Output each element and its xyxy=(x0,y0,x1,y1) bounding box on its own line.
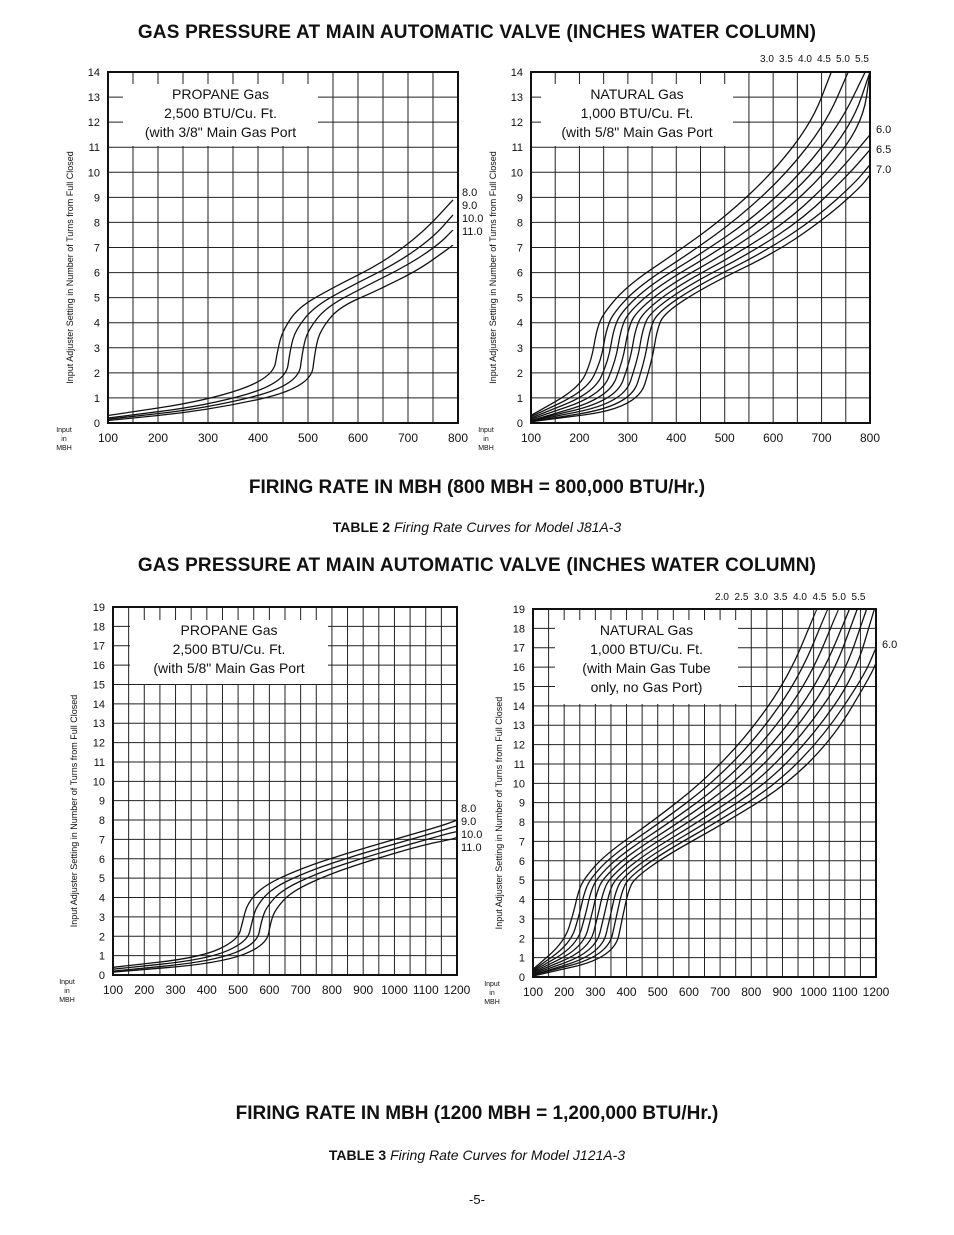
x-tick-label: 100 xyxy=(520,431,542,445)
y-tick-label: 7 xyxy=(93,242,100,255)
y-tick-label: 4 xyxy=(93,317,100,330)
x-tick-label: 100 xyxy=(97,431,119,445)
x-tick-label: 1100 xyxy=(831,985,858,999)
x-tick-label: 1100 xyxy=(412,983,439,997)
series-label-top: 4.5 xyxy=(812,592,827,603)
chart-1 xyxy=(56,67,483,452)
series-label: 9.0 xyxy=(462,200,478,212)
series-curve-11.0 xyxy=(108,245,453,421)
y-tick-label: 2 xyxy=(516,367,523,380)
legend-title-line: (with 3/8" Main Gas Port xyxy=(144,124,297,140)
page-number: -5- xyxy=(469,1192,485,1207)
y-tick-label: 15 xyxy=(512,681,525,694)
legend-title-line: 2,500 BTU/Cu. Ft. xyxy=(172,641,286,657)
x-tick-label: 1200 xyxy=(443,983,471,997)
y-tick-label: 0 xyxy=(518,972,525,984)
x-tick-label: 500 xyxy=(228,983,249,997)
y-tick-label: 9 xyxy=(518,797,525,810)
section-1-firing-rate-title: FIRING RATE IN MBH (800 MBH = 800,000 BTU/Hr.) xyxy=(248,477,706,498)
y-tick-label: 19 xyxy=(512,604,525,616)
x-tick-label: 700 xyxy=(710,985,731,999)
y-tick-label: 12 xyxy=(92,737,105,750)
x-tick-label: 800 xyxy=(321,983,342,997)
y-tick-label: 12 xyxy=(512,739,525,752)
y-tick-label: 2 xyxy=(93,367,100,380)
y-tick-label: 8 xyxy=(516,217,523,230)
y-tick-label: 1 xyxy=(516,392,523,405)
x-tick-label: 1000 xyxy=(381,983,408,997)
series-label-top: 5.0 xyxy=(836,54,850,65)
legend-title-line: 2,500 BTU/Cu. Ft. xyxy=(164,105,277,121)
x-tick-label: 300 xyxy=(617,431,638,445)
y-tick-label: 13 xyxy=(87,92,100,105)
legend-title-line: 1,000 BTU/Cu. Ft. xyxy=(590,641,703,657)
y-tick-label: 3 xyxy=(98,911,105,924)
y-tick-label: 13 xyxy=(92,718,105,731)
table-2-caption-text: Firing Rate Curves for Model J81A-3 xyxy=(394,519,622,535)
y-tick-label: 2 xyxy=(98,931,105,944)
series-label-top: 2.5 xyxy=(734,592,749,603)
y-tick-label: 8 xyxy=(518,817,525,830)
corner-label: Input xyxy=(484,981,500,988)
series-label-top: 4.5 xyxy=(817,54,831,65)
chart-1-curves xyxy=(108,200,453,421)
y-tick-label: 1 xyxy=(518,952,525,965)
y-tick-label: 10 xyxy=(87,167,100,180)
y-tick-label: 13 xyxy=(512,720,525,733)
series-label: 9.0 xyxy=(461,816,477,828)
x-tick-label: 400 xyxy=(666,431,687,445)
y-tick-label: 3 xyxy=(518,913,525,926)
legend-title-line: only, no Gas Port) xyxy=(590,679,703,695)
y-tick-label: 9 xyxy=(516,192,523,205)
x-tick-label: 300 xyxy=(197,431,219,445)
x-tick-label: 100 xyxy=(522,985,544,999)
x-tick-label: 400 xyxy=(247,431,269,445)
y-tick-label: 7 xyxy=(516,242,523,255)
corner-label: MBH xyxy=(59,997,75,1004)
x-tick-label: 200 xyxy=(569,431,590,445)
x-tick-label: 1000 xyxy=(800,985,827,999)
legend-title-line: (with 5/8" Main Gas Port xyxy=(561,124,713,140)
series-curve-8.0 xyxy=(108,200,453,416)
section-2-title: GAS PRESSURE AT MAIN AUTOMATIC VALVE (INCHES WATER COLUMN) xyxy=(137,555,817,576)
corner-label: in xyxy=(61,436,67,443)
series-label-side: 6.0 xyxy=(882,639,898,651)
y-tick-label: 1 xyxy=(93,392,100,405)
y-tick-label: 5 xyxy=(93,292,100,305)
x-tick-label: 900 xyxy=(353,983,374,997)
y-tick-label: 6 xyxy=(98,853,105,866)
y-tick-label: 10 xyxy=(92,776,105,789)
y-tick-label: 0 xyxy=(98,970,105,982)
y-axis-label: Input Adjuster Setting in Number of Turns from Full Closed xyxy=(488,151,498,384)
x-tick-label: 900 xyxy=(772,985,793,999)
legend-title-line: (with 5/8" Main Gas Port xyxy=(153,660,305,676)
series-label-top: 2.0 xyxy=(715,592,729,603)
chart-3 xyxy=(59,602,482,1004)
y-tick-label: 13 xyxy=(510,92,523,105)
y-tick-label: 4 xyxy=(98,892,105,905)
y-tick-label: 14 xyxy=(510,67,523,79)
x-tick-label: 600 xyxy=(259,983,280,997)
series-label-side: 6.0 xyxy=(876,124,892,136)
y-axis-label: Input Adjuster Setting in Number of Turns from Full Closed xyxy=(69,694,79,928)
x-tick-label: 800 xyxy=(859,431,881,445)
y-tick-label: 12 xyxy=(87,117,100,130)
y-tick-label: 0 xyxy=(516,418,523,430)
legend-title-line: PROPANE Gas xyxy=(180,622,278,638)
y-tick-label: 16 xyxy=(512,662,525,675)
series-label-top: 3.5 xyxy=(779,54,793,65)
chart-2 xyxy=(478,54,891,452)
x-tick-label: 600 xyxy=(763,431,784,445)
section-2-firing-rate-title: FIRING RATE IN MBH (1200 MBH = 1,200,000 BTU/Hr.) xyxy=(235,1103,719,1124)
y-tick-label: 2 xyxy=(518,933,525,946)
chart-4 xyxy=(484,592,897,1006)
y-tick-label: 6 xyxy=(516,267,523,280)
x-tick-label: 400 xyxy=(616,985,637,999)
table-3-label: TABLE 3 xyxy=(328,1147,387,1163)
y-tick-label: 9 xyxy=(98,795,105,808)
x-tick-label: 400 xyxy=(196,983,217,997)
series-label-top: 4.0 xyxy=(798,54,812,65)
x-tick-label: 300 xyxy=(165,983,186,997)
legend-title-line: NATURAL Gas xyxy=(590,86,684,102)
x-tick-label: 200 xyxy=(134,983,155,997)
y-tick-label: 15 xyxy=(92,679,105,692)
x-tick-label: 300 xyxy=(585,985,606,999)
y-tick-label: 3 xyxy=(93,342,100,355)
y-tick-label: 14 xyxy=(87,67,100,79)
series-label-top: 5.0 xyxy=(832,592,846,603)
y-tick-label: 3 xyxy=(516,342,523,355)
corner-label: MBH xyxy=(478,445,494,452)
series-label: 11.0 xyxy=(462,226,483,238)
y-tick-label: 1 xyxy=(98,950,105,963)
series-label: 8.0 xyxy=(461,803,477,815)
series-label: 8.0 xyxy=(462,187,478,199)
y-tick-label: 18 xyxy=(512,623,525,636)
y-tick-label: 12 xyxy=(510,117,523,130)
y-tick-label: 18 xyxy=(92,621,105,634)
series-label-top: 4.0 xyxy=(793,592,807,603)
y-tick-label: 17 xyxy=(512,642,525,655)
section-1-title: GAS PRESSURE AT MAIN AUTOMATIC VALVE (INCHES WATER COLUMN) xyxy=(137,22,817,43)
x-tick-label: 600 xyxy=(347,431,369,445)
series-label-top: 3.0 xyxy=(754,592,768,603)
x-tick-label: 100 xyxy=(102,983,124,997)
series-label: 10.0 xyxy=(462,213,484,225)
x-tick-label: 700 xyxy=(397,431,419,445)
y-tick-label: 5 xyxy=(516,292,523,305)
series-label-top: 3.5 xyxy=(773,592,788,603)
legend-title-line: NATURAL Gas xyxy=(599,622,694,638)
corner-label: in xyxy=(483,436,489,443)
y-tick-label: 4 xyxy=(518,894,525,907)
y-axis-label: Input Adjuster Setting in Number of Turns from Full Closed xyxy=(65,151,75,384)
corner-label: in xyxy=(489,990,495,997)
y-tick-label: 17 xyxy=(92,640,105,653)
x-tick-label: 500 xyxy=(714,431,735,445)
y-tick-label: 4 xyxy=(516,317,523,330)
series-label-top: 5.5 xyxy=(851,592,866,603)
y-tick-label: 5 xyxy=(518,875,525,888)
y-tick-label: 6 xyxy=(93,267,100,280)
series-label-side: 7.0 xyxy=(876,164,892,176)
x-tick-label: 800 xyxy=(447,431,469,445)
y-tick-label: 16 xyxy=(92,660,105,673)
x-tick-label: 700 xyxy=(290,983,311,997)
x-tick-label: 600 xyxy=(678,985,699,999)
series-label-side: 6.5 xyxy=(876,144,892,156)
legend-title-line: (with Main Gas Tube xyxy=(582,660,711,676)
y-tick-label: 11 xyxy=(511,142,523,155)
y-tick-label: 9 xyxy=(93,192,100,205)
corner-label: MBH xyxy=(56,445,72,452)
table-2-caption xyxy=(0,519,954,535)
y-tick-label: 8 xyxy=(93,217,100,230)
corner-label: Input xyxy=(56,427,72,434)
x-tick-label: 700 xyxy=(811,431,832,445)
corner-label: in xyxy=(64,988,70,995)
corner-label: Input xyxy=(59,979,75,986)
series-label: 10.0 xyxy=(461,829,483,841)
series-curve-10.0 xyxy=(108,230,453,419)
table-3-caption-text: Firing Rate Curves for Model J121A-3 xyxy=(390,1147,626,1163)
table-2-label: TABLE 2 xyxy=(332,519,391,535)
y-tick-label: 10 xyxy=(512,778,525,791)
y-tick-label: 11 xyxy=(513,758,525,771)
x-tick-label: 800 xyxy=(741,985,762,999)
series-label-top: 5.5 xyxy=(855,54,869,65)
y-tick-label: 0 xyxy=(93,418,100,430)
series-label: 11.0 xyxy=(461,842,482,854)
y-tick-label: 14 xyxy=(92,698,105,711)
x-tick-label: 500 xyxy=(297,431,319,445)
table-3-caption xyxy=(0,1147,954,1163)
corner-label: MBH xyxy=(484,999,500,1006)
legend-title-line: PROPANE Gas xyxy=(172,86,269,102)
y-tick-label: 11 xyxy=(93,756,105,769)
y-tick-label: 14 xyxy=(512,700,525,713)
y-tick-label: 5 xyxy=(98,873,105,886)
x-tick-label: 200 xyxy=(147,431,169,445)
y-tick-label: 8 xyxy=(98,815,105,828)
y-tick-label: 11 xyxy=(88,142,100,155)
y-tick-label: 7 xyxy=(518,836,525,849)
corner-label: Input xyxy=(478,427,494,434)
y-tick-label: 6 xyxy=(518,855,525,868)
series-label-top: 3.0 xyxy=(760,54,774,65)
legend-title-line: 1,000 BTU/Cu. Ft. xyxy=(580,105,694,121)
x-tick-label: 200 xyxy=(554,985,575,999)
y-tick-label: 7 xyxy=(98,834,105,847)
x-tick-label: 500 xyxy=(647,985,668,999)
x-tick-label: 1200 xyxy=(862,985,890,999)
y-tick-label: 19 xyxy=(92,602,105,614)
y-axis-label: Input Adjuster Setting in Number of Turns from Full Closed xyxy=(494,696,504,930)
y-tick-label: 10 xyxy=(510,167,523,180)
